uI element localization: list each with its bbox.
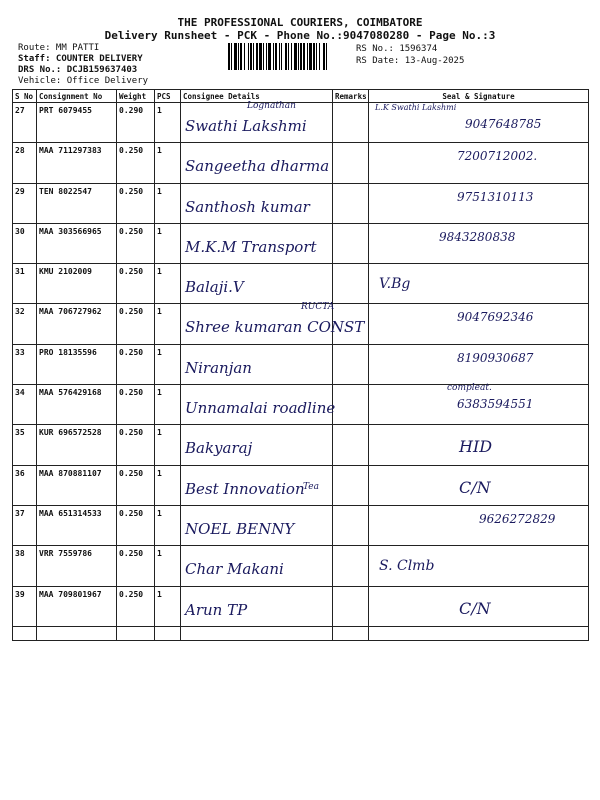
table-row — [13, 385, 589, 425]
barcode-bar — [268, 43, 271, 70]
table-header-row — [13, 90, 589, 103]
barcode-bar — [231, 43, 232, 70]
cell-weight: 0.250 — [117, 304, 155, 344]
table-row — [13, 586, 589, 626]
blank-cell — [13, 626, 37, 640]
col-signature: Seal & Signature — [369, 90, 589, 103]
blank-cell — [181, 626, 333, 640]
cell-pcs: 1 — [155, 465, 181, 505]
cell-signature — [369, 546, 589, 586]
consignee-annotation: Lognathan — [247, 101, 296, 111]
table-row — [13, 465, 589, 505]
cell-weight: 0.290 — [117, 103, 155, 143]
consignee-handwriting: Balaji.V — [185, 278, 244, 297]
col-consignment: Consignment No — [37, 90, 117, 103]
cell-consignment: PRT 6079455 — [37, 103, 117, 143]
phone-handwriting: 7200712002. — [457, 149, 538, 164]
barcode-bar — [238, 43, 239, 70]
barcode-bar — [281, 43, 282, 70]
cell-consignee — [181, 505, 333, 545]
cell-pcs: 1 — [155, 183, 181, 223]
cell-weight: 0.250 — [117, 223, 155, 263]
barcode-bar — [309, 43, 312, 70]
cell-sno: 31 — [13, 264, 37, 304]
barcode-bar — [316, 43, 317, 70]
cell-sno: 29 — [13, 183, 37, 223]
cell-sno: 32 — [13, 304, 37, 344]
cell-consignment: MAA 651314533 — [37, 505, 117, 545]
cell-consignee — [181, 465, 333, 505]
cell-signature — [369, 304, 589, 344]
barcode-bar — [298, 43, 299, 70]
cell-signature — [369, 223, 589, 263]
consignee-handwriting: Arun TP — [185, 600, 248, 619]
cell-consignee — [181, 425, 333, 465]
route-label: Route: MM PATTI — [18, 43, 100, 53]
cell-signature — [369, 183, 589, 223]
barcode-bar — [273, 43, 274, 70]
runsheet-subtitle: Delivery Runsheet - PCK - Phone No.:9047080280 - Page No.:3 — [104, 29, 496, 42]
barcode-bar — [259, 43, 262, 70]
table-row — [13, 344, 589, 384]
consignee-handwriting: Santhosh kumar — [185, 197, 310, 216]
cell-sno: 38 — [13, 546, 37, 586]
table-row — [13, 223, 589, 263]
cell-pcs: 1 — [155, 143, 181, 183]
cell-consignee — [181, 546, 333, 586]
cell-pcs: 1 — [155, 103, 181, 143]
cell-weight: 0.250 — [117, 546, 155, 586]
barcode-bar — [291, 43, 292, 70]
barcode-bar — [288, 43, 289, 70]
cell-consignee — [181, 143, 333, 183]
table-row — [13, 183, 589, 223]
cell-signature — [369, 385, 589, 425]
cell-remarks — [333, 546, 369, 586]
cell-weight: 0.250 — [117, 425, 155, 465]
signature-handwriting: HID — [459, 437, 493, 457]
barcode-bar — [228, 43, 230, 70]
cell-sno: 37 — [13, 505, 37, 545]
barcode-bar — [323, 43, 325, 70]
table-row — [13, 143, 589, 183]
cell-consignment: MAA 709801967 — [37, 586, 117, 626]
cell-remarks — [333, 264, 369, 304]
barcode-bar — [266, 43, 267, 70]
barcode-bar — [313, 43, 315, 70]
barcode-bar — [275, 43, 277, 70]
cell-sno: 28 — [13, 143, 37, 183]
consignee-annotation: Tea — [303, 481, 319, 492]
cell-pcs: 1 — [155, 586, 181, 626]
consignee-handwriting: Bakyaraj — [185, 439, 253, 458]
cell-sno: 30 — [13, 223, 37, 263]
barcode-bar — [285, 43, 287, 70]
barcode-bar — [263, 43, 264, 70]
signature-handwriting: C/N — [459, 598, 491, 618]
col-remarks: Remarks — [333, 90, 369, 103]
cell-consignee — [181, 302, 365, 344]
phone-handwriting: 6383594551 — [457, 397, 534, 412]
table-row — [13, 505, 589, 545]
runsheet-table — [12, 89, 589, 641]
signature-handwriting: L.K Swathi Lakshmi — [375, 103, 457, 112]
table-row — [13, 546, 589, 586]
barcode-bar — [303, 43, 305, 70]
barcode-bar — [248, 43, 249, 70]
barcode-bar — [294, 43, 297, 70]
cell-consignment: VRR 7559786 — [37, 546, 117, 586]
cell-pcs: 1 — [155, 264, 181, 304]
vehicle-label: Vehicle: Office Delivery — [18, 76, 149, 86]
staff-label: Staff: COUNTER DELIVERY — [18, 54, 143, 64]
cell-consignment: PRO 18135596 — [37, 344, 117, 384]
phone-handwriting: 9626272829 — [479, 511, 556, 526]
consignee-handwriting: Best Innovation — [185, 479, 305, 498]
signature-handwriting: S. Clmb — [379, 558, 435, 575]
barcode-bar — [279, 43, 280, 70]
cell-pcs: 1 — [155, 505, 181, 545]
table-row — [13, 103, 589, 143]
cell-remarks — [333, 425, 369, 465]
cell-sno: 36 — [13, 465, 37, 505]
table-row — [13, 425, 589, 465]
cell-consignment: MAA 303566965 — [37, 223, 117, 263]
rs-number: RS No.: 1596374 — [356, 44, 438, 54]
cell-signature — [369, 465, 589, 505]
cell-weight: 0.250 — [117, 344, 155, 384]
cell-signature — [369, 143, 589, 183]
consignee-handwriting: NOEL BENNY — [185, 519, 295, 538]
consignee-handwriting: Swathi Lakshmi — [185, 117, 307, 135]
cell-signature — [369, 586, 589, 626]
col-pcs: PCS — [155, 90, 181, 103]
table-row — [13, 264, 589, 304]
cell-sno: 39 — [13, 586, 37, 626]
cell-sno: 33 — [13, 344, 37, 384]
cell-pcs: 1 — [155, 344, 181, 384]
cell-consignment: MAA 706727962 — [37, 304, 117, 344]
cell-weight: 0.250 — [117, 586, 155, 626]
phone-handwriting: 9047648785 — [465, 117, 542, 131]
cell-consignee — [181, 385, 336, 425]
blank-cell — [37, 626, 117, 640]
barcode-bar — [319, 43, 320, 70]
cell-weight: 0.250 — [117, 385, 155, 425]
cell-signature — [369, 505, 589, 545]
table-row — [13, 304, 589, 344]
barcode-bar — [307, 43, 308, 70]
cell-remarks — [333, 505, 369, 545]
cell-consignee — [181, 264, 333, 304]
cell-pcs: 1 — [155, 223, 181, 263]
phone-handwriting: 9751310113 — [457, 189, 534, 204]
consignee-handwriting: Niranjan — [185, 358, 252, 377]
cell-remarks — [333, 223, 369, 263]
runsheet-title: THE PROFESSIONAL COURIERS, COIMBATORE — [177, 16, 423, 29]
cell-consignment: MAA 576429168 — [37, 385, 117, 425]
cell-consignee — [181, 586, 333, 626]
cell-consignee — [181, 344, 333, 384]
blank-cell — [333, 626, 369, 640]
col-weight: Weight — [117, 90, 155, 103]
cell-consignee — [181, 223, 333, 263]
consignee-handwriting: Char Makani — [185, 560, 284, 579]
signature-handwriting: V.Bg — [379, 276, 411, 293]
cell-pcs: 1 — [155, 385, 181, 425]
barcode-bar — [253, 43, 254, 70]
cell-remarks — [333, 586, 369, 626]
cell-consignee — [181, 103, 333, 143]
cell-signature — [369, 103, 589, 143]
col-consignee: Consignee Details — [181, 90, 333, 103]
cell-weight: 0.250 — [117, 264, 155, 304]
cell-pcs: 1 — [155, 304, 181, 344]
consignee-handwriting: M.K.M Transport — [185, 237, 317, 256]
cell-consignment: TEN 8022547 — [37, 183, 117, 223]
barcode-image — [228, 43, 352, 70]
cell-consignment: MAA 870881107 — [37, 465, 117, 505]
cell-weight: 0.250 — [117, 183, 155, 223]
barcode-bar — [244, 43, 245, 70]
cell-remarks — [333, 465, 369, 505]
consignee-handwriting: Unnamalai roadline — [185, 399, 336, 418]
cell-weight: 0.250 — [117, 505, 155, 545]
barcode-bar — [256, 43, 258, 70]
cell-weight: 0.250 — [117, 143, 155, 183]
signature-handwriting: compleat. — [447, 383, 492, 394]
phone-handwriting: 9047692346 — [457, 310, 534, 325]
cell-signature — [369, 264, 589, 304]
table-blank-row — [13, 626, 589, 640]
cell-consignment: KMU 2102009 — [37, 264, 117, 304]
consignee-handwriting: Shree kumaran CONST — [185, 318, 365, 337]
cell-consignment: KUR 696572528 — [37, 425, 117, 465]
cell-signature — [369, 425, 589, 465]
barcode-bar — [234, 43, 237, 70]
phone-handwriting: 8190930687 — [457, 350, 534, 365]
cell-remarks — [333, 143, 369, 183]
consignee-annotation: RUCTA — [301, 302, 335, 313]
cell-pcs: 1 — [155, 546, 181, 586]
cell-sno: 27 — [13, 103, 37, 143]
blank-cell — [117, 626, 155, 640]
blank-cell — [369, 626, 589, 640]
barcode-bar — [240, 43, 242, 70]
cell-remarks — [333, 344, 369, 384]
drs-label: DRS No.: DCJB159637403 — [18, 65, 138, 75]
cell-signature — [369, 344, 589, 384]
cell-pcs: 1 — [155, 425, 181, 465]
blank-cell — [155, 626, 181, 640]
col-sno: S No — [13, 90, 37, 103]
consignee-handwriting: Sangeetha dharma — [185, 157, 330, 176]
cell-weight: 0.250 — [117, 465, 155, 505]
barcode-bar — [300, 43, 302, 70]
signature-handwriting: C/N — [459, 477, 491, 497]
rs-date: RS Date: 13-Aug-2025 — [356, 56, 465, 66]
cell-remarks — [333, 183, 369, 223]
cell-sno: 34 — [13, 385, 37, 425]
barcode-bar — [250, 43, 252, 70]
barcode-bar — [326, 43, 327, 70]
cell-remarks — [333, 385, 369, 425]
phone-handwriting: 9843280838 — [439, 229, 516, 244]
cell-consignee — [181, 183, 333, 223]
cell-sno: 35 — [13, 425, 37, 465]
cell-remarks — [333, 103, 369, 143]
cell-consignment: MAA 711297383 — [37, 143, 117, 183]
